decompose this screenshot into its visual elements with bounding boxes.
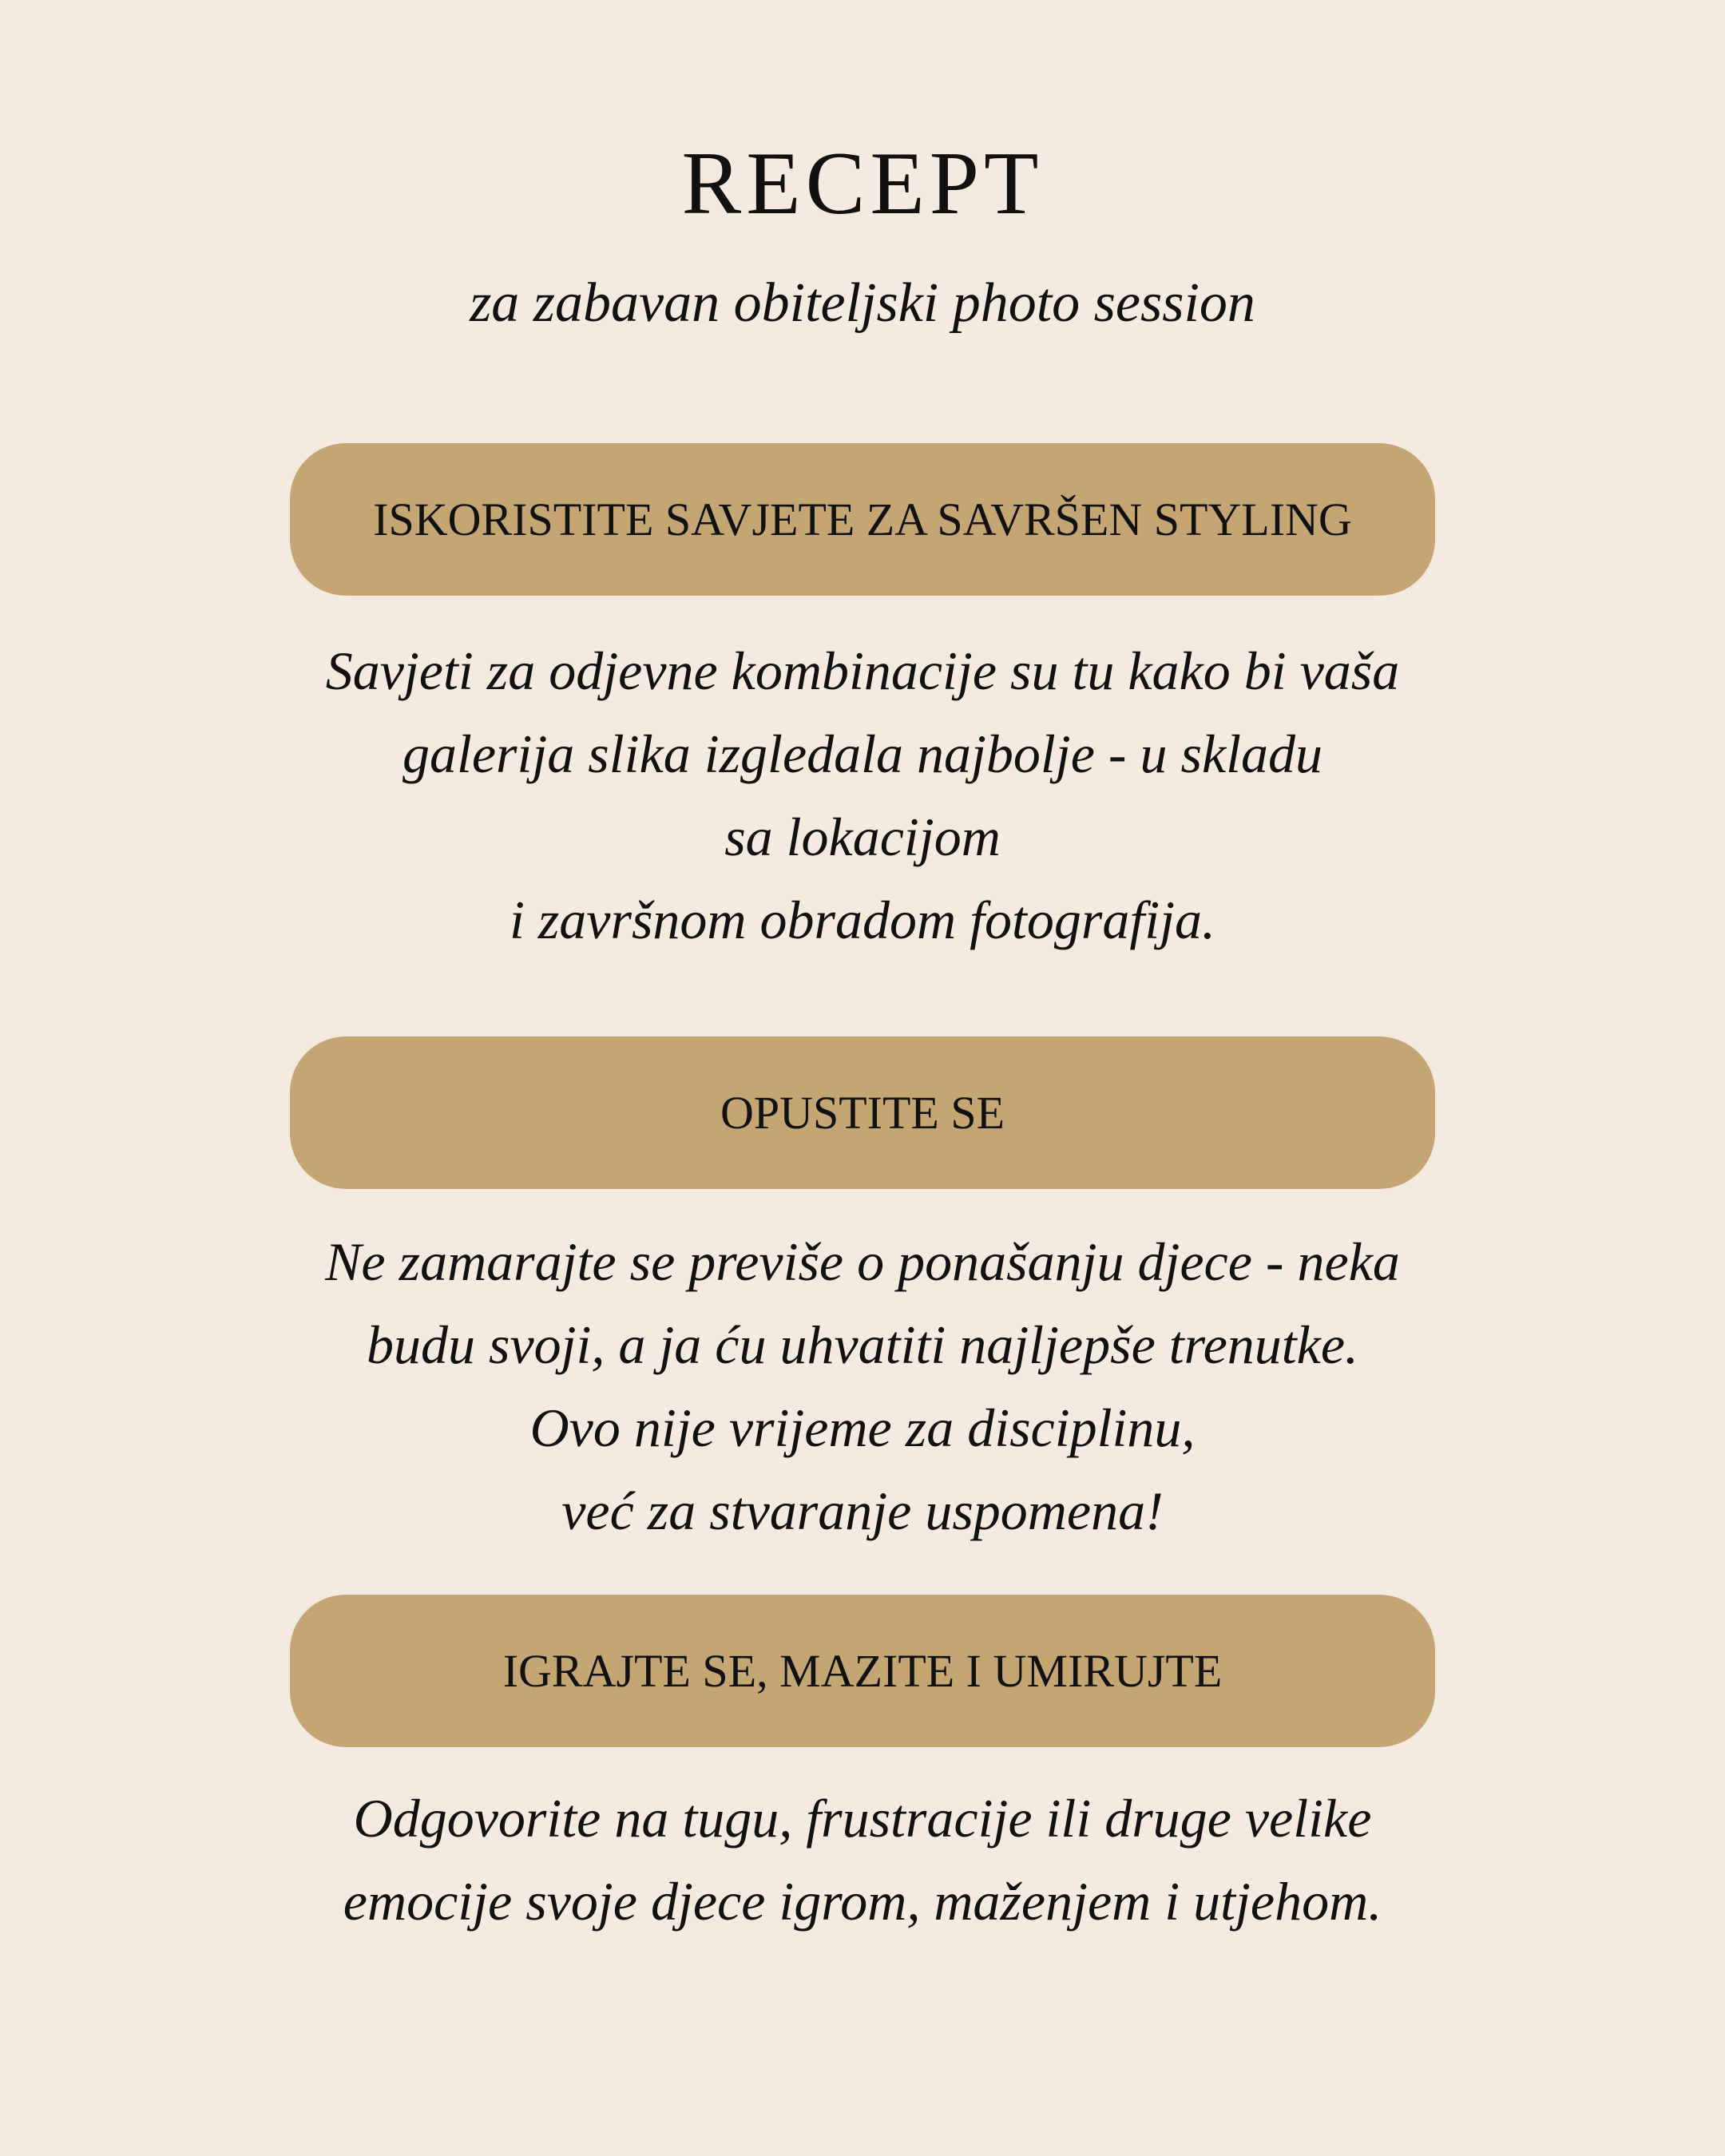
page-subtitle: za zabavan obiteljski photo session [470,272,1255,334]
body-line: Ne zamarajte se previše o ponašanju djece - neka [325,1231,1400,1292]
body-line: Savjeti za odjevne kombinacije su tu kako bi vaša [325,640,1400,701]
section-heading-relax [290,1036,1435,1189]
section-heading-styling [290,443,1435,596]
body-line: budu svoji, a ja ću uhvatiti najljepše trenutke. [366,1314,1359,1375]
section-body-play [240,1777,1485,1943]
body-line: Ovo nije vrijeme za disciplinu, [529,1397,1196,1458]
body-line: već za stvaranje uspomena! [561,1480,1164,1541]
section-body-styling [240,629,1485,961]
section-heading-play [290,1595,1435,1747]
body-line: emocije svoje djece igrom, maženjem i utjehom. [343,1871,1382,1932]
body-line: galerija slika izgledala najbolje - u skladu [402,723,1323,784]
section-heading-label: OPUSTITE SE [720,1087,1005,1139]
section-heading-label: ISKORISTITE SAVJETE ZA SAVRŠEN STYLING [373,493,1352,545]
body-line: sa lokacijom [724,807,1001,867]
section-body-relax [240,1220,1485,1552]
body-line: Odgovorite na tugu, frustracije ili druge velike [353,1788,1372,1849]
section-heading-label: IGRAJTE SE, MAZITE I UMIRUJTE [502,1645,1223,1697]
body-line: i završnom obradom fotografija. [509,890,1216,950]
page-title: RECEPT [681,134,1044,233]
